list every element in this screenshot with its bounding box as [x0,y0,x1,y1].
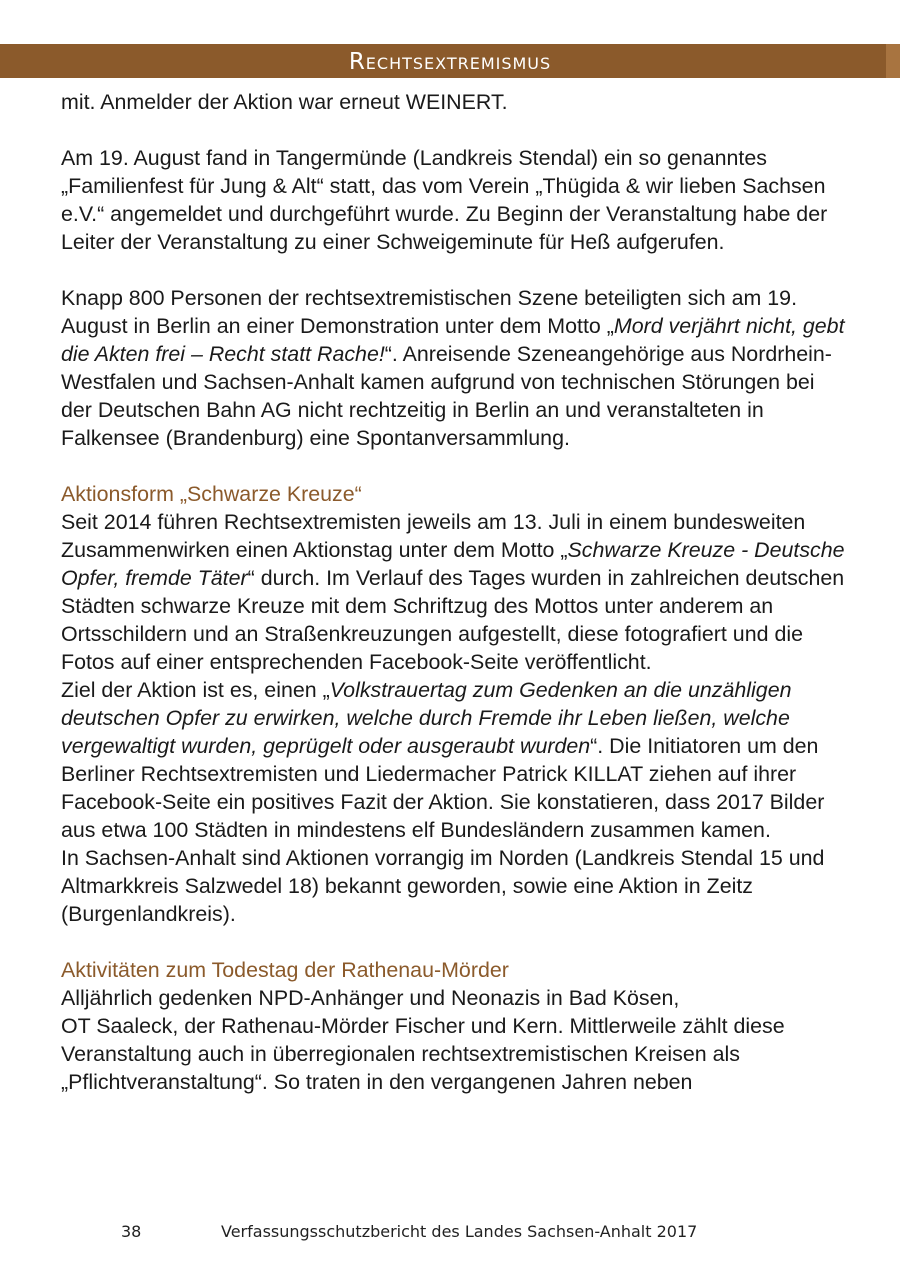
motto-quote: Mord verjährt nicht, gebt die Akten frei – Recht statt Rache! [61,314,845,366]
subheading-schwarze-kreuze: Aktionsform „Schwarze Kreuze“ [61,482,362,506]
paragraph-ziel-text-a: Ziel der Aktion ist es, einen „ [61,678,330,702]
motto-quote: Schwarze Kreuze - Deutsche Opfer, fremde Täter [61,538,845,590]
paragraph-schwarze-kreuze [61,508,851,676]
paragraph-ziel-text-b: “. Die Initiatoren um den Berliner Rechtsextremisten und Liedermacher Patrick KILLAT ziehen auf ihrer Facebook-Seite ein positives Fazit der Aktion. Sie konstatieren, dass 2017 Bilder aus etwa 100 Städten in mindestens elf Bundesländern zusammen kamen. [61,734,825,842]
publication-title: Verfassungsschutzbericht des Landes Sachsen-Anhalt 2017 [221,1222,698,1241]
section-header-bar [0,44,900,78]
paragraph-continuation: mit. Anmelder der Aktion war erneut WEINERT. [61,90,508,114]
page-footer [0,1222,900,1244]
paragraph-sachsen-anhalt: In Sachsen-Anhalt sind Aktionen vorrangig im Norden (Landkreis Stendal 15 und Altmarkkreis Salzwedel 18) bekannt geworden, sowie eine Aktion in Zeitz (Burgenlandkreis). [61,846,825,926]
paragraph-tangermuende: Am 19. August fand in Tangermünde (Landkreis Stendal) ein so genanntes „Familienfest für Jung & Alt“ statt, das vom Verein „Thügida & wir lieben Sachsen e.V.“ angemeldet und durchgeführt wurde. Zu Beginn der Veranstaltung habe der Leiter der Veranstaltung zu einer Schweigeminute für Heß aufgerufen. [61,146,828,254]
paragraph-kreuze-text-b: “ durch. Im Verlauf des Tages wurden in zahlreichen deutschen Städten schwarze Kreuze mit dem Schriftzug des Mottos unter anderem an Ortsschildern und an Straßenkreuzungen aufgestellt, diese fotografiert und die Fotos auf einer entsprechenden Facebook-Seite veröffentlicht. [61,566,845,674]
paragraph-rathenau-line1: Alljährlich gedenken NPD-Anhänger und Neonazis in Bad Kösen, [61,986,680,1010]
paragraph-ziel-der-aktion [61,676,851,844]
page-number: 38 [121,1222,142,1241]
paragraph-berlin-text-b: “. Anreisende Szeneangehörige aus Nordrhein-Westfalen und Sachsen-Anhalt kamen aufgrund von technischen Störungen bei der Deutschen Bahn AG nicht rechtzeitig in Berlin an und veranstalteten in Falkensee (Brandenburg) eine Spontanversammlung. [61,342,832,450]
paragraph-rathenau [61,984,851,1096]
paragraph-rathenau-rest: OT Saaleck, der Rathenau-Mörder Fischer und Kern. Mittlerweile zählt diese Veranstaltung auch in überregionalen rechtsextremistischen Kreisen als „Pflichtveranstaltung“. So traten in den vergangenen Jahren neben [61,1014,785,1094]
section-title: Rechtsextremismus [348,49,552,75]
page-body [61,88,851,1096]
paragraph-berlin-demo [61,284,851,452]
paragraph-kreuze-text-a: Seit 2014 führen Rechtsextremisten jeweils am 13. Juli in einem bundesweiten Zusammenwirken einen Aktionstag unter dem Motto „ [61,510,806,562]
paragraph-berlin-text-a: Knapp 800 Personen der rechtsextremistischen Szene beteiligten sich am 19. August in Berlin an einer Demonstration unter dem Motto „ [61,286,798,338]
subheading-rathenau: Aktivitäten zum Todestag der Rathenau-Mörder [61,958,509,982]
quote-volkstrauertag: Volkstrauertag zum Gedenken an die unzähligen deutschen Opfer zu erwirken, welche durch Fremde ihr Leben ließen, welche vergewaltigt wurden, geprügelt oder ausgeraubt wurden [61,678,792,758]
